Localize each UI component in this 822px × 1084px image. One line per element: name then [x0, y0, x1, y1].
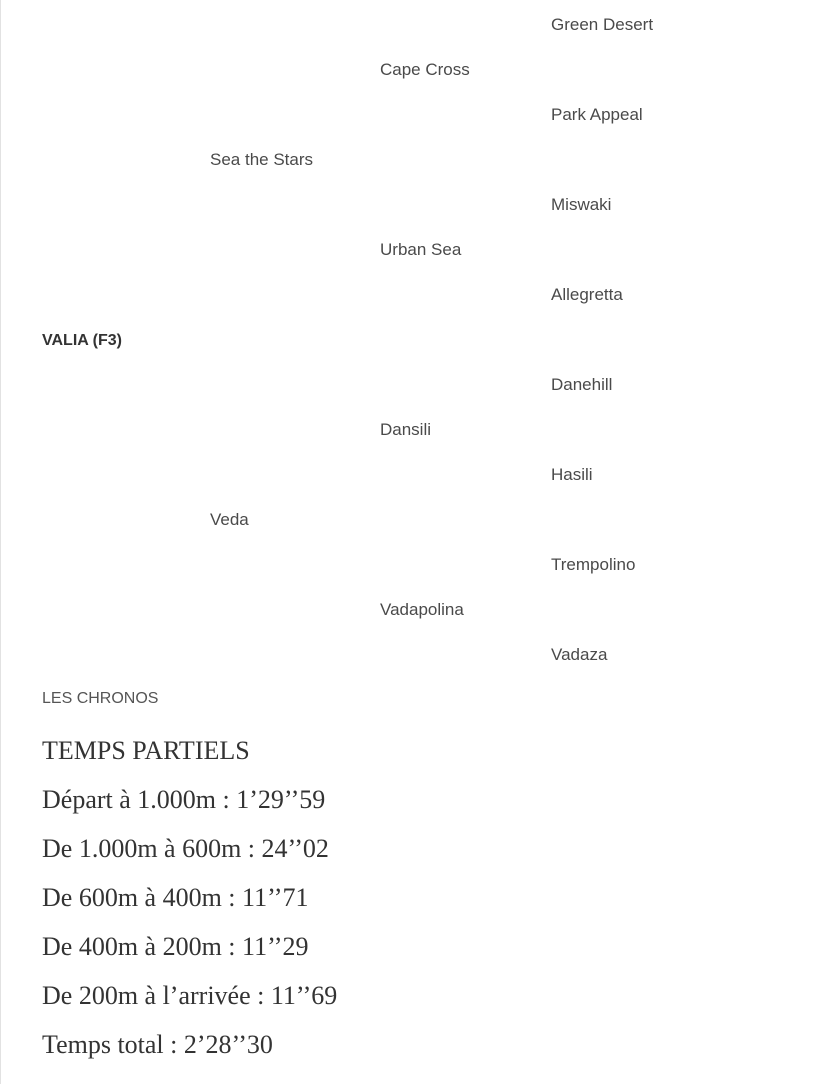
pedigree-g3-7: Trempolino	[551, 555, 636, 574]
pedigree-sire-sire: Cape Cross	[380, 60, 470, 79]
pedigree-g3-4: Allegretta	[551, 285, 623, 304]
pedigree-dam-dam: Vadapolina	[380, 600, 464, 619]
split-times-heading: TEMPS PARTIELS	[42, 736, 250, 765]
pedigree-horse-name: VALIA (F3)	[42, 332, 122, 349]
pedigree-dam: Veda	[210, 510, 249, 529]
pedigree-sire-dam: Urban Sea	[380, 240, 462, 259]
pedigree-g3-1: Green Desert	[551, 15, 654, 34]
total-time-line: Temps total : 2’28’’30	[42, 1030, 273, 1059]
split-time-line: De 600m à 400m : 11’’71	[42, 883, 309, 912]
split-time-line: Départ à 1.000m : 1’29’’59	[42, 785, 326, 814]
section-label-chronos: LES CHRONOS	[42, 690, 159, 707]
pedigree-g3-5: Danehill	[551, 375, 613, 394]
page-left-border	[0, 0, 1, 1084]
split-time-line: De 1.000m à 600m : 24’’02	[42, 834, 329, 863]
pedigree-dam-sire: Dansili	[380, 420, 432, 439]
split-times-block	[42, 726, 337, 1069]
pedigree-g3-6: Hasili	[551, 465, 593, 484]
split-time-line: De 200m à l’arrivée : 11’’69	[42, 981, 338, 1010]
pedigree-g3-2: Park Appeal	[551, 105, 643, 124]
pedigree-g3-8: Vadaza	[551, 645, 608, 664]
pedigree-sire: Sea the Stars	[210, 150, 314, 169]
split-time-line: De 400m à 200m : 11’’29	[42, 932, 309, 961]
pedigree-g3-3: Miswaki	[551, 195, 612, 214]
